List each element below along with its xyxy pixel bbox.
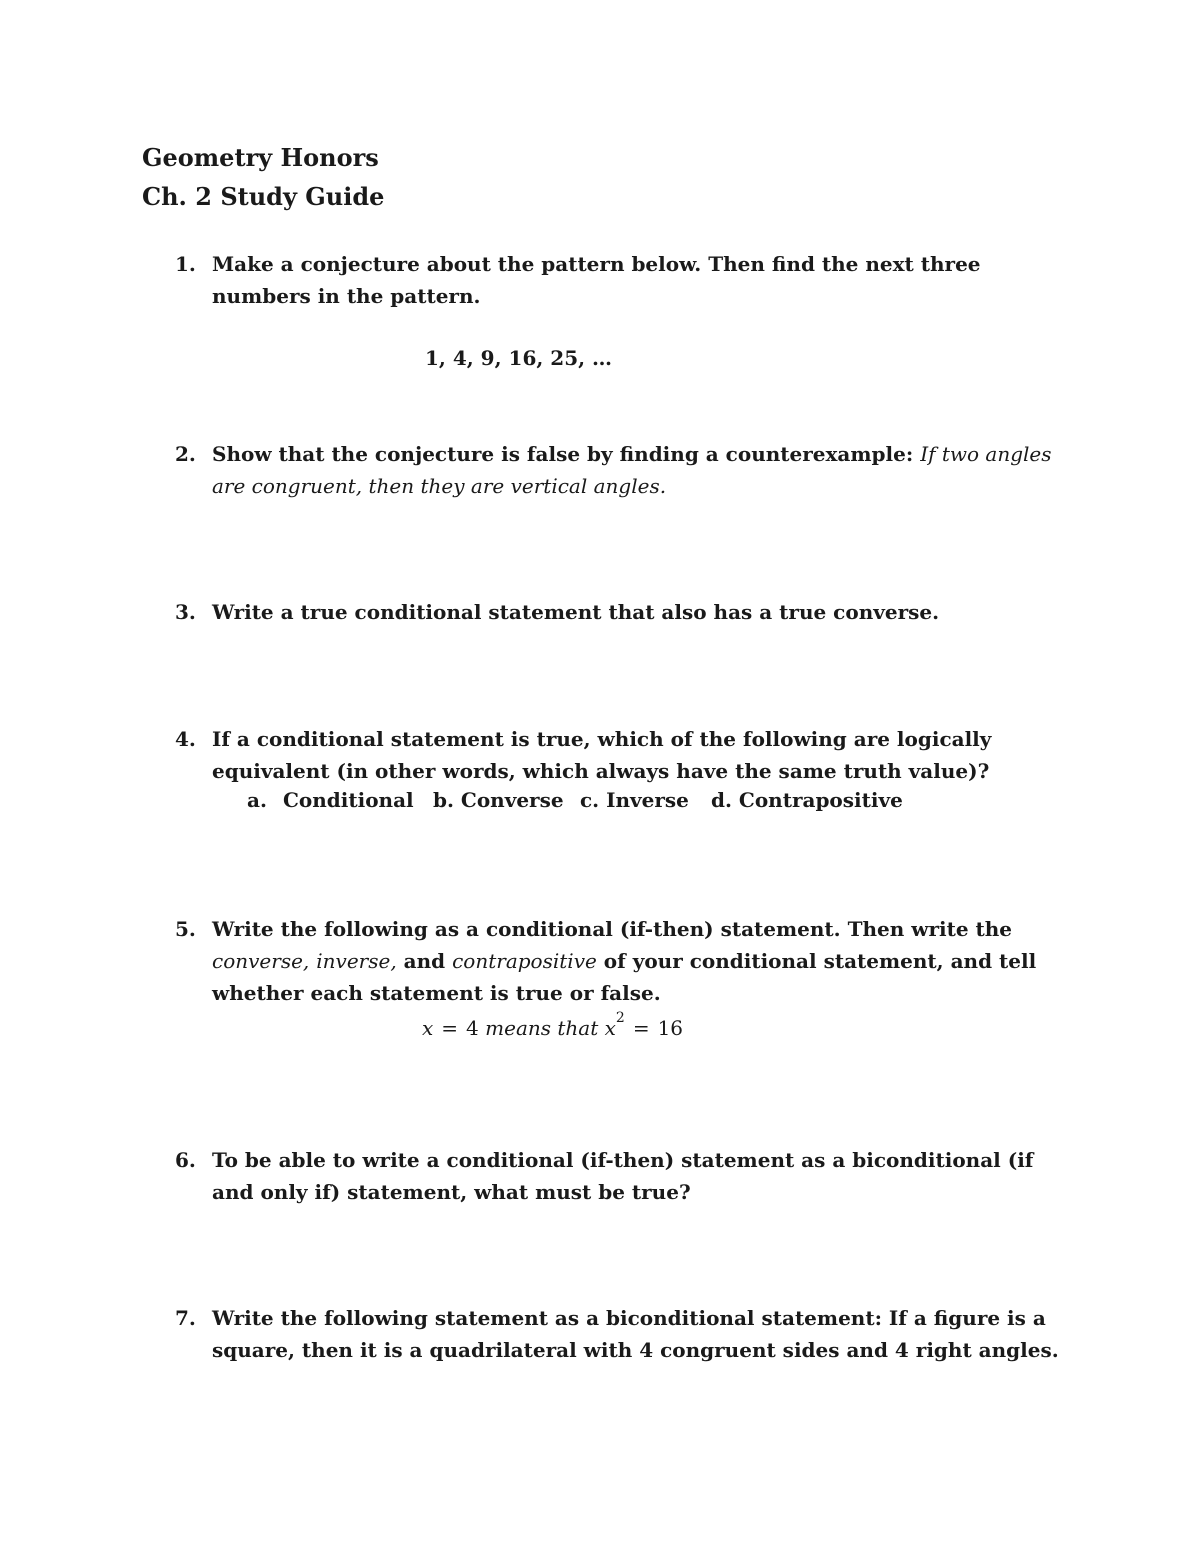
question-1	[175, 248, 1065, 312]
question-number: 1.	[175, 252, 196, 276]
question-number: 3.	[175, 600, 196, 624]
question-prompt: Show that the conjecture is false by finding a counterexample:	[212, 442, 921, 466]
choice-a-letter: a.	[247, 788, 267, 812]
question-text: Write the following statement as a biconditional statement: If a figure is a square, then it is a quadrilateral with 4 congruent sides and 4 right angles.	[212, 1306, 1059, 1362]
question-text: To be able to write a conditional (if-then) statement as a biconditional (if and only if) statement, what must be true?	[212, 1148, 1034, 1204]
math-words: means that	[485, 1016, 599, 1040]
question-number: 2.	[175, 442, 196, 466]
page-subtitle: Ch. 2 Study Guide	[142, 182, 385, 211]
question-4	[175, 723, 1065, 787]
math-equals: =	[441, 1016, 459, 1040]
choice-c: c. Inverse	[580, 788, 689, 812]
choice-b: b. Converse	[433, 788, 564, 812]
math-value-4: 4	[466, 1016, 479, 1040]
question-text	[212, 913, 1065, 1009]
math-statement	[422, 1010, 684, 1040]
question-6	[175, 1144, 1065, 1208]
question-5	[175, 913, 1065, 1009]
question-number: 6.	[175, 1148, 196, 1172]
question-text: If a conditional statement is true, which of the following are logically equivalent (in other words, which always have the same truth value)?	[212, 727, 992, 783]
question-number: 7.	[175, 1306, 196, 1330]
question-7	[175, 1302, 1065, 1366]
question-number: 4.	[175, 727, 196, 751]
conjecture-text: If two angles are congruent, then they are vertical angles.	[212, 442, 1052, 498]
question-number: 5.	[175, 917, 196, 941]
question-prompt: Write the following as a conditional (if-then) statement. Then write the	[212, 917, 1013, 941]
term-inverse: inverse,	[316, 949, 397, 973]
math-exponent: 2	[615, 1010, 625, 1026]
term-contrapositive: contrapositive	[452, 949, 597, 973]
question-text: Write a true conditional statement that also has a true converse.	[212, 600, 940, 624]
math-var-x2: x	[604, 1016, 616, 1040]
number-sequence: 1, 4, 9, 16, 25, …	[425, 346, 613, 370]
question-2	[175, 438, 1065, 502]
choice-a: Conditional	[283, 788, 414, 812]
question-text	[212, 438, 1065, 502]
choice-d: d. Contrapositive	[711, 788, 903, 812]
conjunction: and	[396, 949, 453, 973]
question-text: Make a conjecture about the pattern below. Then find the next three numbers in the pattern.	[212, 252, 981, 308]
page-title: Geometry Honors	[142, 143, 379, 172]
math-value-16: 16	[657, 1016, 684, 1040]
question-3	[175, 596, 1065, 628]
math-equals-2: =	[632, 1016, 650, 1040]
question-prompt-end: of your conditional statement, and tell whether each statement is true or false.	[212, 949, 1037, 1005]
term-converse: converse,	[212, 949, 310, 973]
math-var-x: x	[422, 1016, 434, 1040]
